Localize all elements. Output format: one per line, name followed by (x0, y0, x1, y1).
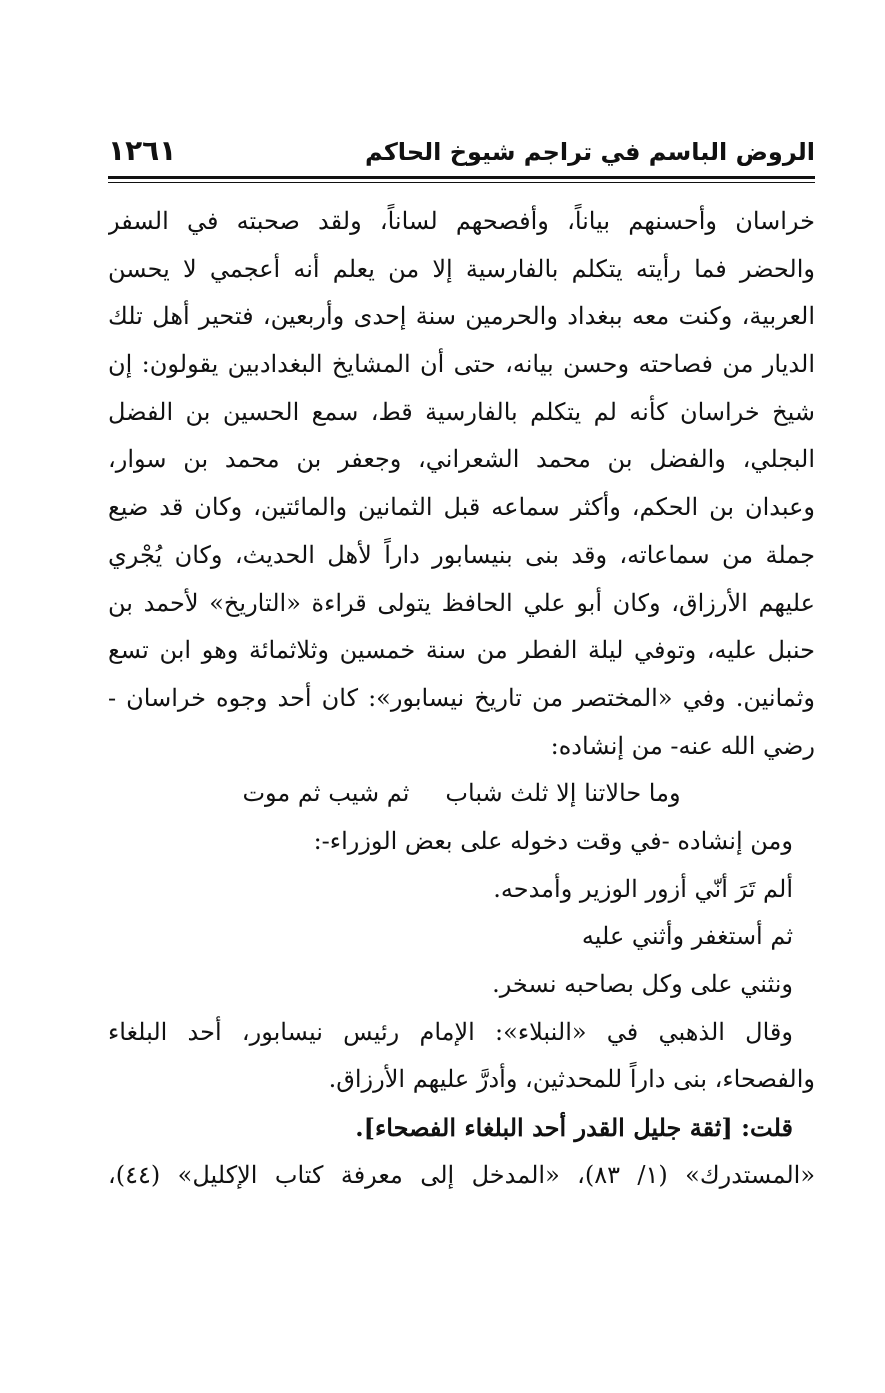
verse-first-hemistich: وما حالاتنا إلا ثلث شباب (445, 779, 681, 808)
page-number: ١٢٦١ (108, 134, 177, 167)
verse (108, 770, 815, 818)
poem-line: ألم تَرَ أنّي أزور الوزير وأمدحه. (493, 874, 793, 903)
body-line: رضي الله عنه- من إنشاده: (550, 731, 815, 760)
running-header (108, 134, 815, 174)
body-line: جملة من سماعاته، وقد بنى بنيسابور داراً لأهل الحديث، وكان يُجْري (108, 540, 815, 569)
page-body (108, 198, 815, 1199)
header-title: الروض الباسم في تراجم شيوخ الحاكم (365, 138, 815, 166)
body-line: وعبدان بن الحكم، وأكثر سماعه قبل الثمانين والمائتين، وكان قد ضيع (108, 493, 815, 522)
dhahabi-quote-line: والفصحاء، بنى داراً للمحدثين، وأدرَّ عليهم الأرزاق. (328, 1065, 815, 1094)
dhahabi-quote-line: وقال الذهبي في «النبلاء»: الإمام رئيس نيسابور، أحد البلغاء (108, 1017, 793, 1046)
body-line: وثمانين. وفي «المختصر من تاريخ نيسابور»: كان أحد وجوه خراسان - (108, 683, 815, 712)
references-line: «المستدرك» (١/ ٨٣)، «المدخل إلى معرفة كتاب الإكليل» (٤٤)، (108, 1160, 815, 1189)
poem-line: ونثني على وكل بصاحبه نسخر. (492, 970, 793, 998)
header-rule-thick (108, 176, 815, 179)
body-line: العربية، وكنت معه ببغداد والحرمين سنة إحدى وأربعين، فتحير أهل تلك (108, 302, 815, 331)
author-verdict: قلت: [ثقة جليل القدر أحد البلغاء الفصحاء]. (355, 1113, 793, 1143)
body-line: والحضر فما رأيته يتكلم بالفارسية إلا من يعلم أنه أعجمي لا يحسن (108, 254, 815, 283)
body-line: البجلي، والفضل بن محمد الشعراني، وجعفر بن محمد بن سوار، (108, 445, 815, 474)
header-rule-thin (108, 182, 815, 183)
poem-line: ثم أستغفر وأثني عليه (581, 922, 793, 951)
body-line: خراسان وأحسنهم بياناً، وأفصحهم لساناً، ولقد صحبته في السفر (108, 207, 815, 235)
poem-intro: ومن إنشاده -في وقت دخوله على بعض الوزراء-: (313, 826, 793, 855)
verse-second-hemistich: ثم شيب ثم موت (242, 779, 410, 808)
body-line: عليهم الأرزاق، وكان أبو علي الحافظ يتولى قراءة «التاريخ» لأحمد بن (108, 588, 815, 617)
body-line: الديار من فصاحته وحسن بيانه، حتى أن المشايخ البغدادبين يقولون: إن (108, 350, 815, 379)
body-line: شيخ خراسان كأنه لم يتكلم بالفارسية قط، سمع الحسين بن الفضل (108, 397, 815, 426)
body-line: حنبل عليه، وتوفي ليلة الفطر من سنة خمسين وثلاثمائة وهو ابن تسع (108, 636, 815, 665)
